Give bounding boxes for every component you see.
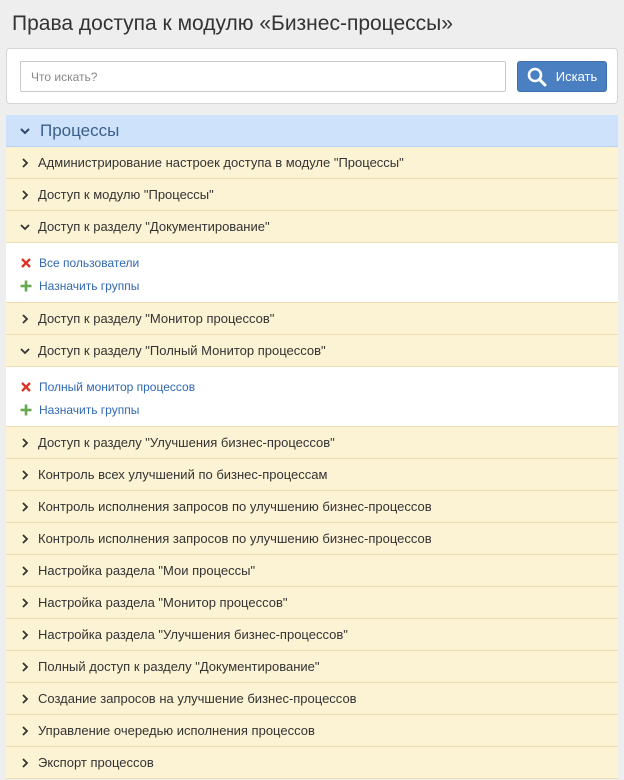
assign-groups-line (6, 398, 618, 421)
permission-items (6, 147, 618, 779)
permission-row[interactable] (6, 715, 618, 747)
assigned-group-line (6, 251, 618, 274)
permission-label: Управление очередью исполнения процессов (38, 723, 315, 738)
search-input[interactable] (20, 61, 506, 92)
section-header-processes[interactable] (6, 115, 618, 147)
permission-label: Настройка раздела "Мои процессы" (38, 563, 256, 578)
chevron-right-icon (19, 533, 31, 545)
assigned-group-line (6, 375, 618, 398)
chevron-down-icon (19, 221, 31, 233)
plus-icon[interactable] (20, 280, 32, 292)
section-title: Процессы (40, 120, 120, 140)
chevron-right-icon (19, 629, 31, 641)
search-panel (6, 48, 618, 104)
chevron-right-icon (19, 693, 31, 705)
permission-row[interactable] (6, 179, 618, 211)
permission-label: Контроль исполнения запросов по улучшению бизнес-процессов (38, 531, 432, 546)
assigned-group-link[interactable]: Все пользователи (39, 255, 140, 270)
permission-row[interactable] (6, 459, 618, 491)
permission-row[interactable] (6, 747, 618, 779)
permission-row[interactable] (6, 651, 618, 683)
chevron-right-icon (19, 597, 31, 609)
permission-label: Настройка раздела "Монитор процессов" (38, 595, 288, 610)
permission-label: Настройка раздела "Улучшения бизнес-процессов" (38, 627, 348, 642)
remove-x-icon[interactable] (20, 257, 32, 269)
permission-label: Доступ к разделу "Полный Монитор процессов" (38, 343, 326, 358)
chevron-right-icon (19, 661, 31, 673)
permission-label: Доступ к модулю "Процессы" (38, 187, 214, 202)
permission-row[interactable] (6, 427, 618, 459)
chevron-down-icon (19, 345, 31, 357)
permission-label: Доступ к разделу "Документирование" (38, 219, 270, 234)
permission-label: Доступ к разделу "Улучшения бизнес-процессов" (38, 435, 335, 450)
permission-row[interactable] (6, 683, 618, 715)
chevron-down-icon (18, 124, 32, 138)
permission-row[interactable] (6, 147, 618, 179)
permission-row[interactable] (6, 335, 618, 367)
permission-row[interactable] (6, 619, 618, 651)
permission-row[interactable] (6, 211, 618, 243)
permission-assignments (6, 367, 618, 427)
chevron-right-icon (19, 437, 31, 449)
permission-row[interactable] (6, 303, 618, 335)
assign-groups-link[interactable]: Назначить группы (39, 402, 140, 417)
chevron-right-icon (19, 189, 31, 201)
search-button-label: Искать (555, 69, 598, 84)
chevron-right-icon (19, 157, 31, 169)
plus-icon[interactable] (20, 404, 32, 416)
permission-row[interactable] (6, 555, 618, 587)
chevron-right-icon (19, 313, 31, 325)
chevron-right-icon (19, 565, 31, 577)
search-button[interactable] (517, 61, 607, 92)
permission-label: Доступ к разделу "Монитор процессов" (38, 311, 275, 326)
page-title: Права доступа к модулю «Бизнес-процессы» (12, 12, 453, 35)
permission-label: Администрирование настроек доступа в модуле "Процессы" (38, 155, 404, 170)
permission-label: Контроль исполнения запросов по улучшению бизнес-процессов (38, 499, 432, 514)
assign-groups-link[interactable]: Назначить группы (39, 278, 140, 293)
permission-list (6, 115, 618, 779)
assign-groups-line (6, 274, 618, 297)
permission-label: Создание запросов на улучшение бизнес-процессов (38, 691, 357, 706)
search-icon (527, 67, 547, 87)
permission-row[interactable] (6, 491, 618, 523)
permission-row[interactable] (6, 587, 618, 619)
chevron-right-icon (19, 469, 31, 481)
permission-label: Полный доступ к разделу "Документирование" (38, 659, 320, 674)
chevron-right-icon (19, 757, 31, 769)
permission-row[interactable] (6, 523, 618, 555)
chevron-right-icon (19, 725, 31, 737)
chevron-right-icon (19, 501, 31, 513)
remove-x-icon[interactable] (20, 381, 32, 393)
permission-label: Экспорт процессов (38, 755, 154, 770)
assigned-group-link[interactable]: Полный монитор процессов (39, 379, 196, 394)
permission-label: Контроль всех улучшений по бизнес-процессам (38, 467, 328, 482)
permission-assignments (6, 243, 618, 303)
